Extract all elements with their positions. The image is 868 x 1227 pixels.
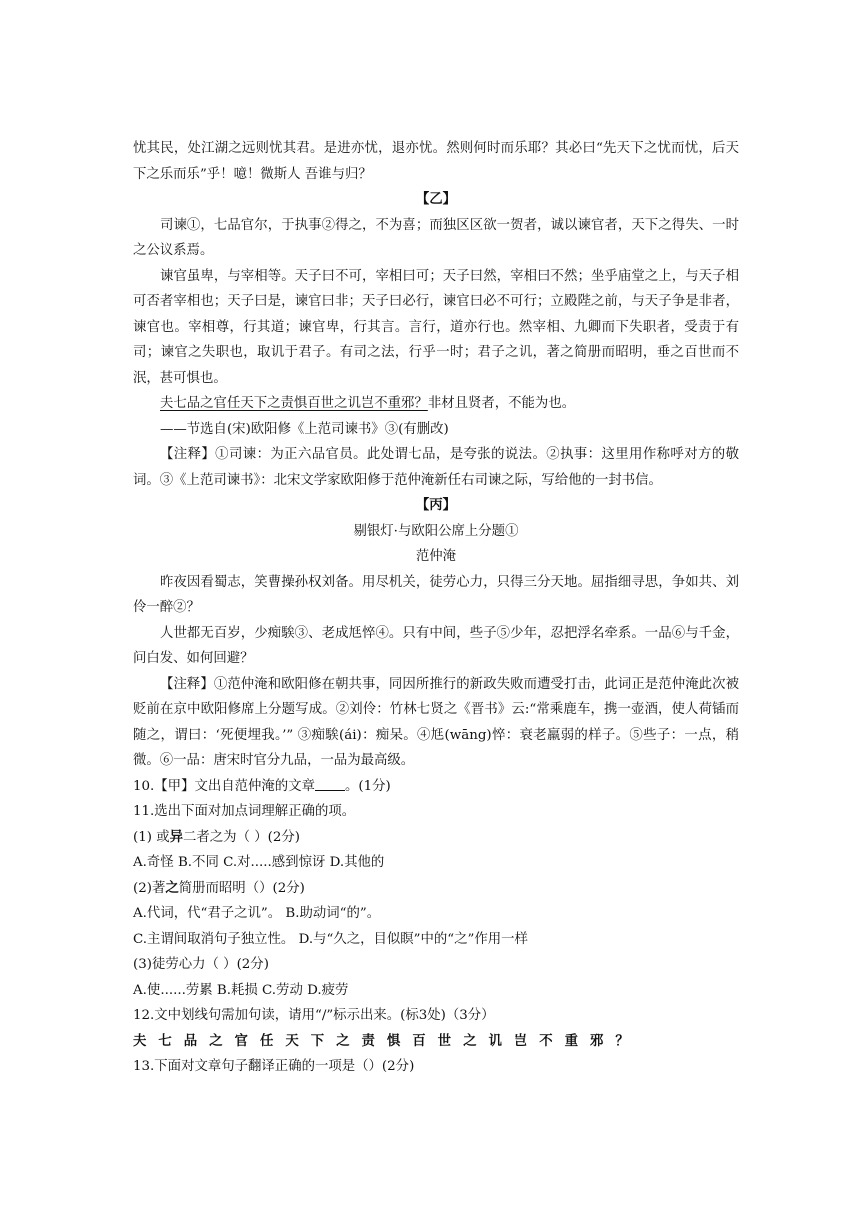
question-10-text: 10.【甲】文出自范仲淹的文章: [133, 778, 315, 794]
question-11-1-options: A.奇怪 B.不同 C.对.....感到惊讶 D.其他的: [133, 855, 385, 870]
question-10-score: 。(1分): [344, 778, 391, 794]
question-11-2-prefix: (2)著: [133, 880, 166, 896]
dotted-word: 之: [165, 879, 179, 896]
question-11-1: [133, 825, 739, 851]
yi-note: 【注释】①司谏：为正六品官员。此处谓七品，是夸张的说法。②执事：这里用作称呼对方的敬词。③《上范司谏书》：北宋文学家欧阳修于范仲淹新任右司谏之际，写给他的一封书信。: [133, 447, 739, 488]
question-12-sentence: 夫七品之官任天下之责惧百世之讥岂不重邪？: [133, 1032, 641, 1049]
question-11-2-options-1: A.代词，代“君子之讥”。 B.助动词“的”。: [133, 906, 381, 921]
question-12: 12.文中划线句需加句读，请用“/”标示出来。(标3处)（3分）: [133, 1008, 495, 1023]
bing-note: 【注释】①范仲淹和欧阳修在朝共事，同因所推行的新政失败而遭受打击，此词正是范仲淹此次被贬前在京中欧阳修席上分题写成。②刘伶：竹林七贤之《晋书》云:“常乘鹿车，携一壶酒，使人荷锸而随之，谓曰：‘死便埋我。’” ③痴騃(ái)：痴呆。④尪(wāng)悴：衰老羸弱的样子。⑤些子：一点，稍微。⑥一品：唐宋时官分九品，一品为最高级。: [133, 676, 739, 768]
poem-author: 范仲淹: [415, 549, 457, 564]
yi-paragraph-3: [133, 391, 739, 417]
section-heading-bing: 【丙】: [415, 497, 457, 513]
question-11-2-options-2: C.主谓间取消句子独立性。 D.与“久之，目似瞑”中的“之”作用一样: [133, 931, 528, 947]
bing-paragraph-1: 昨夜因看蜀志，笑曹操孙权刘备。用尽机关，徒劳心力，只得三分天地。屈指细寻思，争如共、刘伶一醉②？: [133, 574, 739, 615]
section-heading-yi: 【乙】: [415, 191, 457, 207]
question-11-1-prefix: (1) 或: [133, 829, 170, 845]
answer-blank[interactable]: [315, 776, 345, 791]
question-11-3: (3)徒劳心力（ ）(2分): [133, 957, 269, 972]
yi-source: ——节选自(宋)欧阳修《上范司谏书》③(有删改): [160, 421, 449, 437]
poem-title: 剔银灯·与欧阳公席上分题①: [353, 523, 519, 539]
question-11-2-suffix: 简册而昭明（）(2分): [178, 880, 305, 896]
question-11-3-options: A.使......劳累 B.耗损 C.劳动 D.疲劳: [133, 982, 349, 998]
yi-paragraph-3-rest: 非材且贤者，不能为也。: [427, 396, 576, 411]
question-11-2: [133, 876, 739, 902]
jia-text-tail: 忧其民，处江湖之远则忧其君。是进亦忧，退亦忧。然则何时而乐耶？其必曰“先天下之忧而忧，后天下之乐而乐”乎！噫！微斯人 吾谁与归？: [133, 141, 739, 182]
question-11-1-suffix: 二者之为（ ）(2分): [183, 829, 300, 845]
yi-paragraph-2: 谏官虽卑，与宰相等。天子曰不可，宰相曰可；天子曰然，宰相曰不然；坐乎庙堂之上，与天子相可否者宰相也；天子曰是，谏官曰非；天子曰必行，谏官曰必不可行；立殿陛之前，与天子争是非者，谏官也。宰相尊，行其道；谏官卑，行其言。言行，道亦行也。然宰相、九卿而下失职者，受责于有司；谏官之失职也，取讥于君子。有司之法，行乎一时；君子之讥，著之简册而昭明，垂之百世而不泯，甚可惧也。: [133, 268, 739, 386]
question-13: 13.下面对文章句子翻译正确的一项是（）(2分): [133, 1059, 415, 1074]
yi-paragraph-1: 司谏①，七品官尔，于执事②得之，不为喜；而独区区欲一贺者，诚以谏官者，天下之得失、一时之公议系焉。: [133, 217, 739, 258]
dotted-word: 异: [169, 828, 184, 845]
underlined-sentence: 夫七品之官任天下之责惧百世之讥岂不重邪？: [160, 396, 428, 411]
question-11: 11.选出下面对加点词理解正确的项。: [133, 804, 356, 819]
bing-paragraph-2: 人世都无百岁，少痴騃③、老成尪悴④。只有中间，些子⑤少年，忍把浮名牵系。一品⑥与千金，问白发、如何回避？: [133, 625, 739, 666]
question-10: [133, 774, 739, 800]
document-body: [133, 136, 739, 1080]
